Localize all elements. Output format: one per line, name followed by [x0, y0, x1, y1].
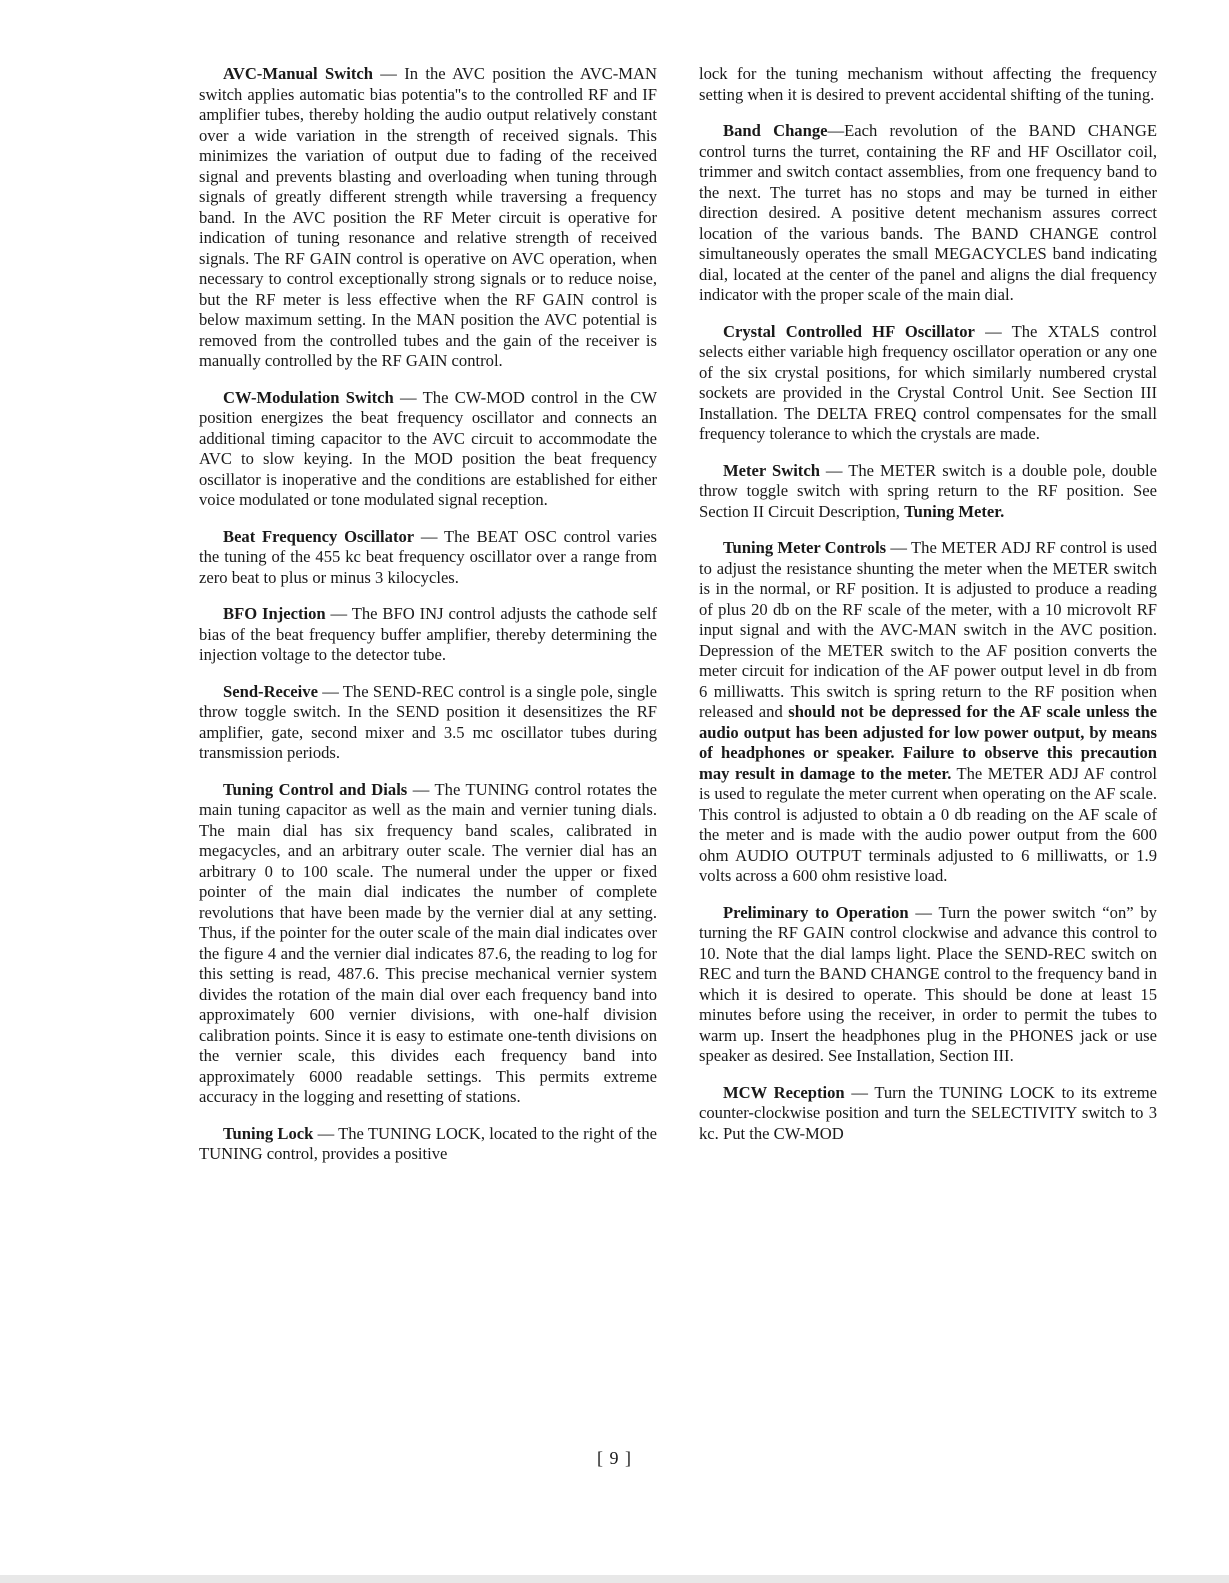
- heading-meter-switch: Meter Switch: [723, 460, 820, 480]
- body-send-receive: — The SEND-REC control is a single pole, single throw toggle switch. In the SEND position it desensitizes the RF amplifier, gate, second mixer and 3.5 mc oscillator tubes during transmission periods.: [199, 681, 657, 762]
- paragraph-tuning-lock-continued: lock for the tuning mechanism without affecting the frequency setting when it is desired to prevent accidental shifting of the tuning.: [699, 64, 1157, 104]
- reference-tuning-meter: Tuning Meter.: [904, 501, 1005, 521]
- body-mcw-reception: — Turn the TUNING LOCK to its extreme counter-clockwise position and turn the SELECTIVITY switch to 3 kc. Put the CW-MOD: [699, 1082, 1157, 1143]
- body-preliminary-to-operation: — Turn the power switch “on” by turning the RF GAIN control clockwise and advance this control to 10. Note that the dial lamps light. Place the SEND-REC switch on REC and turn the BAND CHANGE control to the frequency band in which it is desired to operate. This should be done at least 15 minutes before using the receiver, in order to permit the tubes to warm up. Insert the headphones plug in the PHONES jack or use speaker as desired. See Installation, Section III.: [699, 902, 1157, 1065]
- paragraph-meter-switch: [699, 461, 1157, 523]
- right-column: [699, 64, 1157, 1160]
- scan-edge: [0, 1575, 1229, 1583]
- body-tuning-meter-controls-b: The METER ADJ AF control is used to regulate the meter current when operating on the AF scale. This control is adjusted to obtain a 0 db reading on the AF scale of the meter and is made with the audio power output from the 600 ohm AUDIO OUTPUT terminals adjusted to 6 milliwatts, or 1.9 volts across a 600 ohm resistive load.: [699, 763, 1158, 885]
- body-beat-frequency-oscillator: — The BEAT OSC control varies the tuning of the 455 kc beat frequency oscillator over a range from zero beat to plus or minus 3 kilocycles.: [199, 526, 657, 587]
- body-tuning-lock: — The TUNING LOCK, located to the right of the TUNING control, provides a positive: [199, 1123, 657, 1163]
- heading-preliminary-to-operation: Preliminary to Operation: [723, 902, 909, 922]
- heading-tuning-meter-controls: Tuning Meter Controls: [723, 538, 887, 557]
- body-bfo-injection: — The BFO INJ control adjusts the cathode self bias of the beat frequency buffer amplifier, thereby determining the injection voltage to the detector tube.: [199, 604, 657, 664]
- page-number: [ 9 ]: [597, 1448, 632, 1468]
- warning-meter-precaution: should not be depressed for the AF scale unless the audio output has been adjusted for low power output, by means of headphones or speaker. Failure to observe this precaution may result in damage to the meter.: [699, 702, 1157, 783]
- body-meter-switch: — The METER switch is a double pole, double throw toggle switch with spring return to the RF position. See Section II Circuit Description,: [699, 460, 1157, 521]
- paragraph-crystal-controlled-hf-oscillator: [699, 322, 1157, 445]
- paragraph-tuning-lock: [199, 1124, 657, 1165]
- paragraph-tuning-control-and-dials: [199, 780, 657, 1108]
- paragraph-bfo-injection: [199, 604, 657, 666]
- heading-cw-modulation-switch: CW-Modulation Switch: [223, 387, 394, 407]
- paragraph-band-change: [699, 121, 1157, 306]
- paragraph-avc-manual-switch: [199, 64, 657, 372]
- paragraph-preliminary-to-operation: [699, 903, 1157, 1067]
- heading-mcw-reception: MCW Reception: [723, 1082, 845, 1102]
- paragraph-beat-frequency-oscillator: [199, 527, 657, 589]
- heading-band-change: Band Change: [723, 121, 828, 140]
- heading-tuning-lock: Tuning Lock: [223, 1123, 314, 1143]
- body-crystal-controlled-hf-oscillator: — The XTALS control selects either variable high frequency oscillator operation or any one of the six crystal positions, for which similarly numbered crystal sockets are provided in the Crystal Control Unit. See Section III Installation. The DELTA FREQ control compensates for the small frequency tolerance to which the crystals are made.: [699, 321, 1158, 443]
- heading-tuning-control-and-dials: Tuning Control and Dials: [223, 779, 408, 799]
- paragraph-send-receive: [199, 682, 657, 764]
- heading-avc-manual-switch: AVC-Manual Switch: [223, 64, 373, 83]
- body-band-change: —Each revolution of the BAND CHANGE control turns the turret, containing the RF and HF Oscillator coil, trimmer and switch contact assemblies, from one frequency band to the next. The turret has no stops and may be turned in either direction desired. A positive detent mechanism assures correct location of the various bands. The BAND CHANGE control simultaneously operates the small MEGACYCLES band indicating dial, located at the center of the panel and aligns the dial frequency indicator with the proper scale of the main dial.: [699, 121, 1157, 304]
- heading-bfo-injection: BFO Injection: [223, 604, 326, 623]
- left-column: [199, 64, 657, 1181]
- heading-beat-frequency-oscillator: Beat Frequency Oscillator: [223, 526, 415, 546]
- heading-send-receive: Send-Receive: [223, 681, 318, 701]
- body-tuning-meter-controls-a: — The METER ADJ RF control is used to adjust the resistance shunting the meter when the METER switch is in the normal, or RF position. It is adjusted to produce a reading of plus 20 db on the RF scale of the meter, with a 10 microvolt RF input signal and with the AVC-MAN switch in the AVC position. Depression of the METER switch to the AF position converts the meter circuit for indication of the AF power output level in db from 6 milliwatts. This switch is spring return to the RF position when released and: [699, 538, 1157, 721]
- body-cw-modulation-switch: — The CW-MOD control in the CW position energizes the beat frequency oscillator and connects an additional timing capacitor to the AVC circuit to accommodate the AVC to slow keying. In the MOD position the beat frequency oscillator is inoperative and the conditions are established for either voice modulated or tone modulated signal reception.: [199, 387, 658, 509]
- paragraph-mcw-reception: [699, 1083, 1157, 1145]
- body-avc-manual-switch: — In the AVC position the AVC-MAN switch applies automatic bias potentia''s to the controlled RF and IF amplifier tubes, thereby holding the audio output relatively constant over a wide variation in the strength of received signals. This minimizes the variation of output due to fading of the received signal and prevents blasting and overloading when tuning through signals of greatly different strength while traversing a frequency band. In the AVC position the RF Meter circuit is operative for indication of tuning resonance and relative strength of received signals. The RF GAIN control is operative on AVC operation, when necessary to control exceptionally strong signals or to reduce noise, but the RF meter is less effective when the RF GAIN control is below maximum setting. In the MAN position the AVC potential is removed from the controlled tubes and the gain of the receiver is manually controlled by the RF GAIN control.: [199, 64, 657, 370]
- body-tuning-control-and-dials: — The TUNING control rotates the main tuning capacitor as well as the main and vernier tuning dials. The main dial has six frequency band scales, calibrated in megacycles, and an arbitrary outer scale. The vernier dial has an arbitrary 0 to 100 scale. The numeral under the upper or fixed pointer of the main dial indicates the number of complete revolutions that have been made by the vernier dial at any setting. Thus, if the pointer for the outer scale of the main dial indicates over the figure 4 and the vernier dial indicates 87.6, the reading to log for this setting is read, 487.6. This precise mechanical vernier system divides the rotation of the main dial over each frequency band into approximately 600 vernier divisions, with one-half division calibration points. Since it is easy to estimate one-tenth divisions on the vernier scale, this divides each frequency band into approximately 6000 readable settings. This permits extreme accuracy in the logging and resetting of stations.: [199, 779, 657, 1106]
- paragraph-cw-modulation-switch: [199, 388, 657, 511]
- heading-crystal-controlled-hf-oscillator: Crystal Controlled HF Oscillator: [723, 321, 975, 341]
- paragraph-tuning-meter-controls: [699, 538, 1157, 887]
